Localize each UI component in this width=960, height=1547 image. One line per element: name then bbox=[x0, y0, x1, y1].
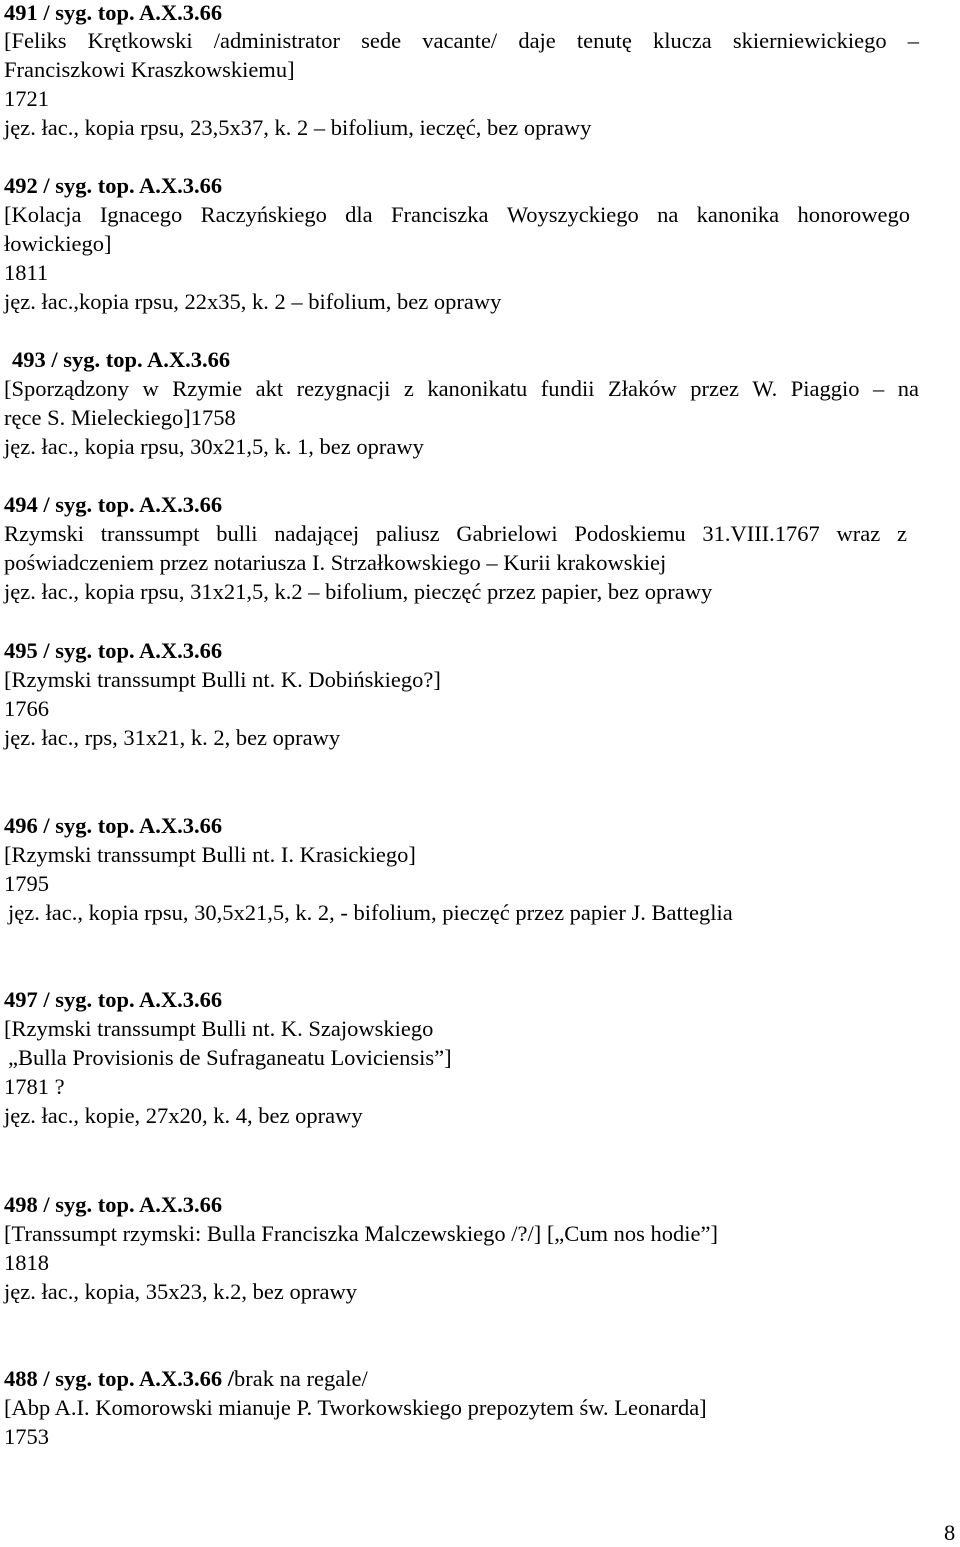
entry-heading: 488 / syg. top. A.X.3.66 / bbox=[4, 1366, 235, 1391]
title-word: W. bbox=[752, 376, 778, 401]
entry-title-continued: ręce S. Mieleckiego]1758 bbox=[4, 405, 236, 430]
title-word: – bbox=[907, 28, 919, 53]
title-word: akt bbox=[255, 376, 284, 401]
entry-description: jęz. łac., kopia rpsu, 30,5x21,5, k. 2, - bifolium, pieczęć przez papier J. Batteglia bbox=[8, 900, 733, 925]
entry-description: jęz. łac., kopia, 35x23, k.2, bez oprawy bbox=[4, 1279, 358, 1304]
entry-year: 1766 bbox=[4, 696, 49, 721]
entry-year: 1818 bbox=[4, 1250, 49, 1275]
entry-year: 1811 bbox=[4, 260, 49, 285]
title-word: kanonika bbox=[696, 202, 780, 227]
title-word: klucza bbox=[653, 28, 712, 53]
entry-title bbox=[4, 519, 907, 548]
entry-heading: 493 / syg. top. A.X.3.66 bbox=[12, 347, 231, 372]
page-number: 8 bbox=[944, 1520, 956, 1545]
title-word: paliusz bbox=[375, 521, 440, 546]
entry-description: jęz. łac., kopia rpsu, 31x21,5, k.2 – bifolium, pieczęć przez papier, bez oprawy bbox=[4, 579, 713, 604]
title-word: Piaggio bbox=[790, 376, 860, 401]
title-word: rezygnacji bbox=[296, 376, 391, 401]
entry-heading: 495 / syg. top. A.X.3.66 bbox=[4, 638, 223, 663]
entry-year: 1795 bbox=[4, 871, 49, 896]
entry-year: 1721 bbox=[4, 86, 49, 111]
entry-title-continued: łowickiego] bbox=[4, 231, 112, 256]
title-word: tenutę bbox=[576, 28, 632, 53]
title-word: kanonikatu bbox=[427, 376, 528, 401]
entry-title: [Abp A.I. Komorowski mianuje P. Tworkowskiego prepozytem św. Leonarda] bbox=[4, 1395, 707, 1420]
title-word: Rzymie bbox=[172, 376, 243, 401]
entry-title: [Rzymski transsumpt Bulli nt. I. Krasickiego] bbox=[4, 842, 416, 867]
title-word: Gabrielowi bbox=[456, 521, 558, 546]
entry-description: jęz. łac., kopia rpsu, 30x21,5, k. 1, bez oprawy bbox=[4, 434, 424, 459]
entry-description: jęz. łac., kopia rpsu, 23,5x37, k. 2 – bifolium, ieczęć, bez oprawy bbox=[4, 115, 592, 140]
entry-year: 1781 ? bbox=[4, 1074, 65, 1099]
entry-title bbox=[4, 26, 919, 55]
title-word: [Sporządzony bbox=[4, 376, 129, 401]
title-word: na bbox=[657, 202, 679, 227]
title-word: przez bbox=[690, 376, 739, 401]
entry-title: [Rzymski transsumpt Bulli nt. K. Dobińskiego?] bbox=[4, 667, 441, 692]
title-word: – bbox=[872, 376, 885, 401]
entry-description: jęz. łac., kopie, 27x20, k. 4, bez oprawy bbox=[4, 1103, 363, 1128]
entry-heading: 492 / syg. top. A.X.3.66 bbox=[4, 173, 223, 198]
entry-title bbox=[4, 200, 910, 229]
entry-heading-note: brak na regale/ bbox=[234, 1366, 368, 1391]
title-word: z bbox=[403, 376, 414, 401]
title-word: Ignacego bbox=[99, 202, 183, 227]
title-word: Złaków bbox=[608, 376, 677, 401]
title-word: Podoskiemu bbox=[574, 521, 686, 546]
entry-year: 1753 bbox=[4, 1424, 49, 1449]
entry-heading: 491 / syg. top. A.X.3.66 bbox=[4, 0, 223, 25]
entry-heading: 496 / syg. top. A.X.3.66 bbox=[4, 813, 223, 838]
title-word: /administrator bbox=[213, 28, 340, 53]
title-word: nadającej bbox=[274, 521, 360, 546]
title-word: Franciszka bbox=[391, 202, 489, 227]
title-word: transsumpt bbox=[100, 521, 200, 546]
entry-heading: 494 / syg. top. A.X.3.66 bbox=[4, 492, 223, 517]
entry-heading-row bbox=[4, 1364, 368, 1393]
title-word: [Feliks bbox=[4, 28, 67, 53]
title-word: [Kolacja bbox=[4, 202, 82, 227]
entry-title-continued: poświadczeniem przez notariusza I. Strzałkowskiego – Kurii krakowskiej bbox=[4, 550, 667, 575]
title-word: dla bbox=[345, 202, 373, 227]
entry-title bbox=[4, 374, 919, 403]
title-word: Krętkowski bbox=[87, 28, 193, 53]
title-word: skierniewickiego bbox=[732, 28, 887, 53]
title-word: sede bbox=[361, 28, 402, 53]
title-word: 31.VIII.1767 bbox=[702, 521, 820, 546]
title-word: wraz bbox=[836, 521, 881, 546]
title-word: Raczyńskiego bbox=[200, 202, 327, 227]
entry-heading: 498 / syg. top. A.X.3.66 bbox=[4, 1192, 223, 1217]
title-word: Woyszyckiego bbox=[506, 202, 639, 227]
entry-title: [Transsumpt rzymski: Bulla Franciszka Malczewskiego /?/] [„Cum nos hodie”] bbox=[4, 1221, 719, 1246]
title-word: z bbox=[897, 521, 907, 546]
entry-heading: 497 / syg. top. A.X.3.66 bbox=[4, 987, 223, 1012]
title-word: honorowego bbox=[797, 202, 910, 227]
title-word: vacante/ bbox=[422, 28, 498, 53]
title-word: Rzymski bbox=[4, 521, 85, 546]
entry-description: jęz. łac., rps, 31x21, k. 2, bez oprawy bbox=[4, 725, 341, 750]
entry-title-continued: „Bulla Provisionis de Sufraganeatu Loviciensis”] bbox=[8, 1045, 452, 1070]
entry-title-continued: Franciszkowi Kraszkowskiemu] bbox=[4, 57, 295, 82]
title-word: daje bbox=[518, 28, 556, 53]
title-word: na bbox=[897, 376, 919, 401]
title-word: fundii bbox=[540, 376, 595, 401]
entry-title: [Rzymski transsumpt Bulli nt. K. Szajowskiego bbox=[4, 1016, 434, 1041]
entry-description: jęz. łac.,kopia rpsu, 22x35, k. 2 – bifolium, bez oprawy bbox=[4, 289, 502, 314]
title-word: bulli bbox=[216, 521, 258, 546]
title-word: w bbox=[142, 376, 159, 401]
